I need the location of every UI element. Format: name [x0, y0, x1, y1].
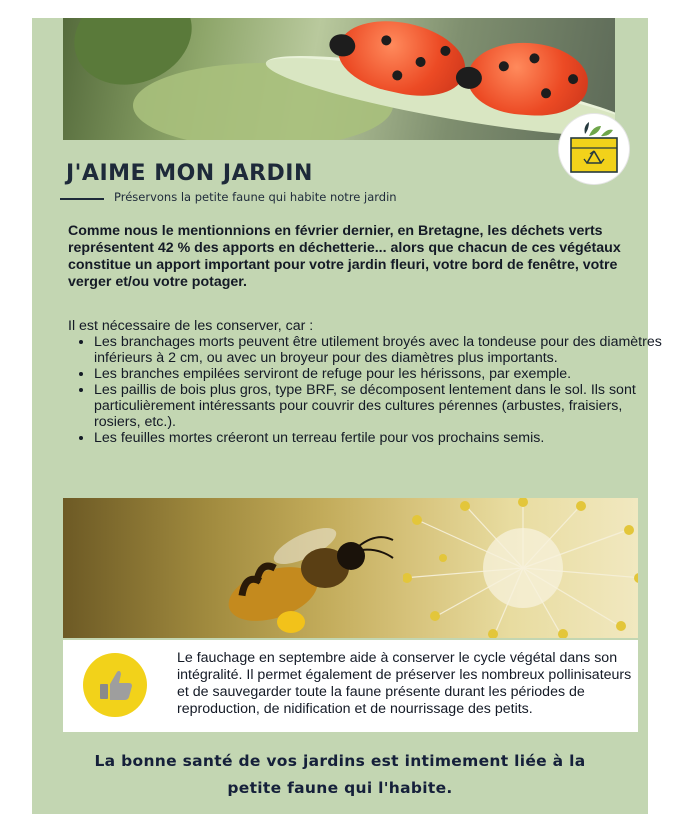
page-title: J'AIME MON JARDIN [66, 161, 313, 186]
thumbs-up-badge [83, 653, 147, 717]
list-item: • Les feuilles mortes créeront un terreau fertile pour vos prochains semis. [94, 430, 668, 446]
page-subtitle: Préservons la petite faune qui habite notre jardin [114, 190, 397, 204]
thumbs-up-icon [83, 653, 147, 717]
subtitle-rule [60, 198, 104, 200]
reasons-list [68, 334, 668, 446]
ladybugs-photo [63, 18, 615, 140]
list-item: • Les branchages morts peuvent être utilement broyés avec la tondeuse pour des diamètres inférieurs à 2 cm, ou avec un broyeur pour des diamètres plus importants. [94, 334, 668, 366]
bee-illustration [213, 526, 433, 636]
willow-catkin [403, 498, 638, 638]
list-item: • Les branches empilées serviront de refuge pour les hérissons, par exemple. [94, 366, 668, 382]
closing-statement: La bonne santé de vos jardins est intimement liée à la petite faune qui l'habite. [94, 752, 586, 797]
recycle-icon [559, 114, 629, 184]
bee-photo [63, 498, 638, 638]
info-box [63, 640, 638, 732]
info-text: Le fauchage en septembre aide à conserver le cycle végétal dans son intégralité. Il permet également de préserver les nombreux pollinisateurs et de sauvegarder toute la faune présente durant les périodes de reproduction, de nidification et de nourrissage des petits. [177, 650, 632, 717]
newsletter-page [32, 18, 662, 814]
list-lead: Il est nécessaire de les conserver, car : [68, 318, 314, 334]
intro-paragraph: Comme nous le mentionnions en février dernier, en Bretagne, les déchets verts représentent 42 % des apports en déchetterie... alors que chacun de ces végétaux constitue un apport important pour votre jardin fleuri, votre bord de fenêtre, votre verger et/ou votre potager. [68, 223, 621, 290]
list-item: • Les paillis de bois plus gros, type BRF, se décomposent lentement dans le sol. Ils sont particulièrement intéressants pour couvrir des cultures pérennes (arbustes, fraisiers, rosiers, etc.). [94, 382, 668, 430]
recycle-badge [559, 114, 629, 184]
